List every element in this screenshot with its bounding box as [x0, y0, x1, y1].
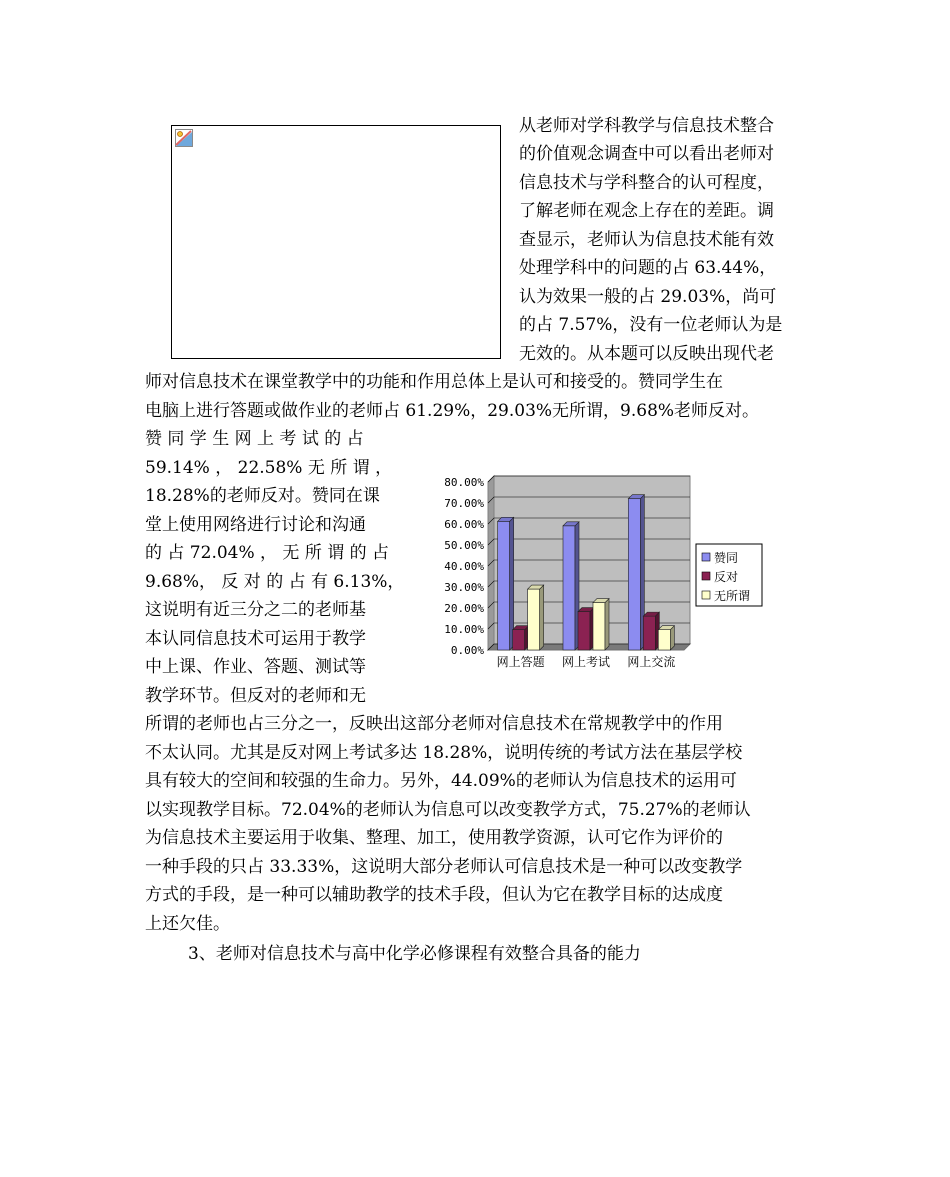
- bar-front: [643, 616, 655, 650]
- section-heading: 3、老师对信息技术与高中化学必修课程有效整合具备的能力: [188, 944, 641, 964]
- text-line: 9.68%， 反 对 的 占 有 6.13%，: [145, 572, 405, 592]
- text-line: 教学环节。但反对的老师和无: [145, 686, 366, 706]
- chart-bar: [563, 522, 579, 650]
- text-line: 查显示，老师认为信息技术能有效: [519, 230, 774, 250]
- text-line: 以实现教学目标。72.04%的老师认为信息可以改变教学方式，75.27%的老师认: [145, 800, 751, 820]
- legend-label: 赞同: [714, 551, 739, 565]
- text-line: 不太认同。尤其是反对网上考试多达 18.28%，说明传统的考试方法在基层学校: [145, 743, 743, 763]
- legend-label: 无所谓: [714, 589, 751, 603]
- bar-front: [498, 521, 510, 650]
- legend-swatch: [702, 591, 710, 599]
- legend-swatch: [702, 553, 710, 561]
- chart-bar: [498, 517, 514, 650]
- chart-bar: [513, 626, 529, 650]
- text-line: 师对信息技术在课堂教学中的功能和作用总体上是认可和接受的。赞同学生在: [145, 372, 723, 392]
- chart-bar: [658, 626, 674, 650]
- text-line: 这说明有近三分之二的老师基: [145, 600, 366, 620]
- text-line: 18.28%的老师反对。赞同在课: [145, 486, 380, 506]
- chart-bar: [643, 612, 659, 650]
- chart-bar: [593, 599, 609, 650]
- bar-front: [528, 589, 540, 650]
- text-line: 本认同信息技术可运用于教学: [145, 629, 366, 649]
- legend-swatch: [702, 572, 710, 580]
- text-line: 堂上使用网络进行讨论和沟通: [145, 515, 366, 535]
- text-line: 为信息技术主要运用于收集、整理、加工，使用教学资源，认可它作为评价的: [145, 828, 723, 848]
- text-line: 中上课、作业、答题、测试等: [145, 657, 366, 677]
- legend-label: 反对: [714, 570, 739, 584]
- y-tick-label: 10.00%: [444, 623, 484, 636]
- bar-front: [563, 526, 575, 650]
- text-line: 的 占 72.04% ， 无 所 谓 的 占: [145, 543, 390, 563]
- y-tick-label: 70.00%: [444, 497, 484, 510]
- bar-side: [605, 599, 609, 650]
- broken-image-icon: [175, 129, 193, 147]
- bar-front: [628, 499, 640, 650]
- image-placeholder: [171, 125, 501, 359]
- chart-bar: [578, 608, 594, 650]
- text-line: 59.14% ， 22.58% 无 所 谓 ，: [145, 458, 393, 478]
- text-line: 从老师对学科教学与信息技术整合: [519, 116, 774, 136]
- text-line: 无效的。从本题可以反映出现代老: [519, 344, 774, 364]
- text-line: 一种手段的只占 33.33%，这说明大部分老师认可信息技术是一种可以改变教学: [145, 857, 743, 877]
- bar-front: [593, 603, 605, 650]
- text-line: 电脑上进行答题或做作业的老师占 61.29%，29.03%无所谓，9.68%老师反对。: [145, 401, 760, 421]
- y-tick-label: 30.00%: [444, 581, 484, 594]
- y-tick-label: 40.00%: [444, 560, 484, 573]
- text-line: 的占 7.57%，没有一位老师认为是: [519, 315, 783, 335]
- y-tick-label: 0.00%: [450, 644, 484, 657]
- x-category-label: 网上答题: [496, 655, 545, 669]
- text-line: 认为效果一般的占 29.03%，尚可: [519, 287, 777, 307]
- chart-legend: [696, 544, 762, 606]
- text-line: 具有较大的空间和较强的生命力。另外，44.09%的老师认为信息技术的运用可: [145, 771, 737, 791]
- y-tick-label: 80.00%: [444, 476, 484, 489]
- text-line: 处理学科中的问题的占 63.44%，: [519, 258, 777, 278]
- bar-front: [513, 630, 525, 650]
- y-tick-label: 60.00%: [444, 518, 484, 531]
- y-tick-label: 50.00%: [444, 539, 484, 552]
- bar-front: [578, 612, 590, 650]
- y-tick-label: 20.00%: [444, 602, 484, 615]
- text-line: 了解老师在观念上存在的差距。调: [519, 201, 774, 221]
- x-category-label: 网上考试: [561, 655, 611, 669]
- chart-bar: [628, 495, 644, 650]
- bar-side: [540, 585, 544, 650]
- text-line: 信息技术与学科整合的认可程度，: [519, 173, 774, 193]
- text-line: 所谓的老师也占三分之一，反映出这部分老师对信息技术在常规教学中的作用: [145, 714, 723, 734]
- text-line: 赞 同 学 生 网 上 考 试 的 占: [145, 429, 364, 449]
- text-line: 方式的手段，是一种可以辅助教学的技术手段，但认为它在教学目标的达成度: [145, 885, 723, 905]
- bar-chart: [434, 472, 774, 672]
- chart-bar: [528, 585, 544, 650]
- text-line: 上还欠佳。: [145, 914, 230, 934]
- text-line: 的价值观念调查中可以看出老师对: [519, 144, 774, 164]
- x-category-label: 网上交流: [627, 655, 676, 669]
- bar-front: [658, 630, 670, 650]
